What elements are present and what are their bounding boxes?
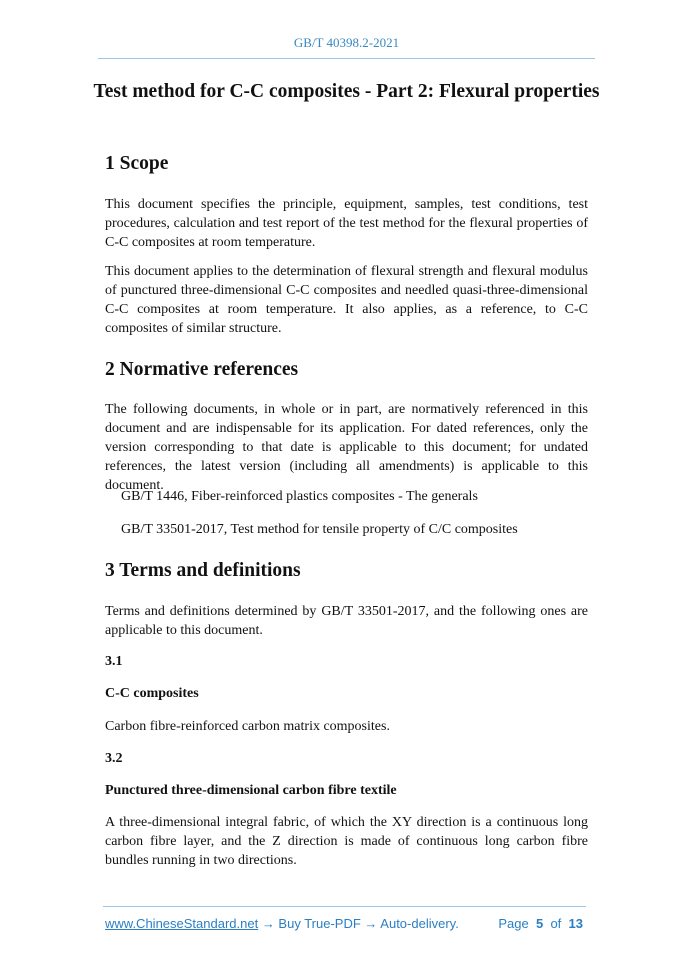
term-number: 3.1 — [105, 654, 123, 669]
footer-promo — [105, 916, 459, 931]
paragraph: The following documents, in whole or in part, are normatively referenced in this document and are indispensable for its application. For dated references, only the version corresponding to that date is applicable to this document; for undated references, the latest version (including all amendments) is applicable to this document. — [105, 402, 588, 493]
reference-item: GB/T 33501-2017, Test method for tensile property of C/C composites — [121, 522, 518, 537]
page-indicator — [498, 916, 583, 931]
term-name: Punctured three-dimensional carbon fibre textile — [105, 783, 397, 798]
header-divider — [98, 58, 595, 59]
of-label: of — [550, 916, 562, 931]
paragraph: This document specifies the principle, equipment, samples, test conditions, test procedures, calculation and test report of the test method for the flexural properties of C-C composites at room temperature. — [105, 197, 588, 250]
website-link[interactable]: www.ChineseStandard.net — [105, 916, 259, 931]
page-label: Page — [498, 916, 529, 931]
current-page: 5 — [535, 916, 544, 931]
section-heading-terms: 3 Terms and definitions — [105, 560, 301, 581]
total-pages: 13 — [568, 916, 583, 931]
footer-divider — [103, 906, 586, 907]
paragraph: This document applies to the determination of flexural strength and flexural modulus of punctured three-dimensional C-C composites and needled quasi-three-dimensional C-C composites at room temperature. It also applies, as a reference, to C-C composites of similar structure. — [105, 264, 588, 336]
term-definition: A three-dimensional integral fabric, of which the XY direction is a continuous long carbon fibre layer, and the Z direction is made of continuous long carbon fibre bundles running in two directions. — [105, 815, 588, 868]
footer-promo-text: → Buy True-PDF → Auto-delivery. — [258, 916, 459, 931]
header-doc-id: GB/T 40398.2-2021 — [293, 35, 400, 50]
document-title: Test method for C-C composites - Part 2: Flexural properties — [93, 81, 600, 102]
term-number: 3.2 — [105, 751, 123, 766]
section-heading-scope: 1 Scope — [105, 153, 169, 174]
paragraph: Terms and definitions determined by GB/T 33501-2017, and the following ones are applicable to this document. — [105, 604, 588, 638]
section-heading-normative-references: 2 Normative references — [105, 359, 299, 380]
footer — [105, 916, 583, 931]
term-definition: Carbon fibre-reinforced carbon matrix composites. — [105, 719, 390, 734]
term-name: C-C composites — [105, 686, 199, 701]
reference-item: GB/T 1446, Fiber-reinforced plastics composites - The generals — [121, 489, 478, 504]
